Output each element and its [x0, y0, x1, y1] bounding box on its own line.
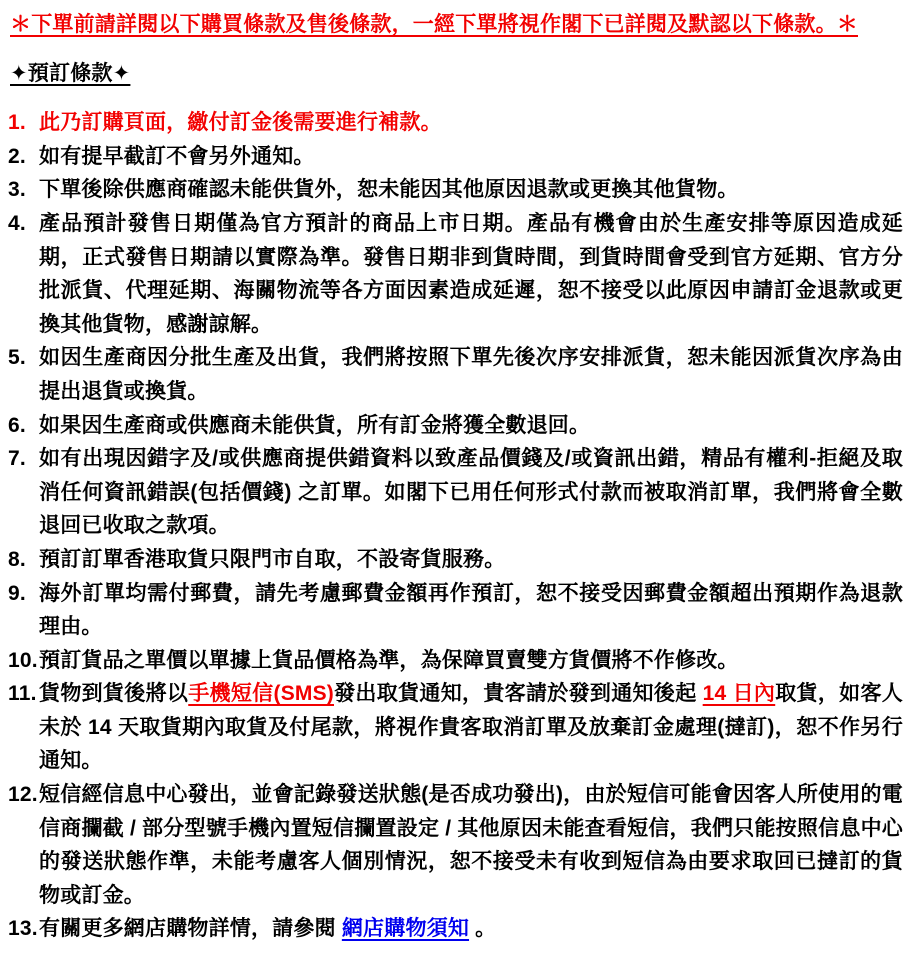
term-text: 預訂訂單香港取貨只限門市自取，不設寄貨服務。 [39, 547, 506, 571]
term-text: 此乃訂購頁面，繳付訂金後需要進行補款。 [39, 111, 442, 135]
shop-guide-link[interactable]: 網店購物須知 [341, 917, 470, 941]
section-title-preorder-terms [10, 57, 903, 91]
pickup-days-highlight: 14 日內 [702, 682, 776, 706]
term-number: 10. [8, 648, 38, 672]
term-item-13 [8, 912, 903, 946]
term-number: 13. [8, 917, 38, 941]
term-item-11 [8, 677, 903, 778]
term-item-9 [8, 577, 903, 644]
sms-highlight: 手機短信(SMS) [188, 682, 334, 706]
terms-list [8, 106, 903, 946]
term-item-7 [8, 442, 903, 543]
term-item-1 [8, 106, 903, 140]
term-item-2 [8, 140, 903, 174]
term-text: 預訂貨品之單價以單據上貨品價格為準，為保障買賣雙方貨價將不作修改。 [39, 648, 739, 672]
term-text: 如因生產商因分批生產及出貨，我們將按照下單先後次序安排派貨，恕未能因派貨次序為由提出退貨或換貨。 [39, 346, 903, 403]
term-number: 8. [8, 547, 26, 571]
term-number: 4. [8, 211, 26, 235]
term-number: 12. [8, 783, 38, 807]
term-text: 如有出現因錯字及/或供應商提供錯資料以致產品價錢及/或資訊出錯，精品有權利-拒絕及取消任何資訊錯誤(包括價錢) 之訂單。如閣下已用任何形式付款而被取消訂單，我們將會全數退回已收取之款項。 [39, 447, 903, 538]
term-item-3 [8, 173, 903, 207]
term-number: 7. [8, 447, 26, 471]
term-text: 如有提早截訂不會另外通知。 [39, 144, 315, 168]
term-item-12 [8, 778, 903, 912]
term-item-4 [8, 207, 903, 341]
term-number: 3. [8, 178, 26, 202]
term-number: 2. [8, 144, 26, 168]
term-number: 5. [8, 346, 26, 370]
term-text: 短信經信息中心發出，並會記錄發送狀態(是否成功發出)，由於短信可能會因客人所使用的電信商攔截 / 部分型號手機內置短信攔置設定 / 其他原因未能查看短信，我們只能按照信息中心的發送狀態作準，未能考慮客人個別情況，恕不接受未有收到短信為由要求取回已撻訂的貨物或訂金。 [39, 783, 903, 907]
term-text-post: 取貨，如客人未於 14 天取貨期內取貨及付尾款，將視作貴客取消訂單及放棄訂金處理(撻訂)，恕不作另行通知。 [39, 682, 904, 773]
section-title-text: ✦預訂條款✦ [10, 61, 131, 85]
term-item-8 [8, 543, 903, 577]
term-number: 9. [8, 581, 26, 605]
term-text: 下單後除供應商確認未能供貨外，恕未能因其他原因退款或更換其他貨物。 [39, 178, 739, 202]
term-text-post: 。 [469, 917, 497, 941]
term-text-pre: 有關更多網店購物詳情，請參閱 [39, 917, 342, 941]
term-text: 如果因生產商或供應商未能供貨，所有訂金將獲全數退回。 [39, 413, 591, 437]
term-number: 6. [8, 413, 26, 437]
term-text-pre: 貨物到貨後將以 [39, 682, 189, 706]
term-text: 海外訂單均需付郵費，請先考慮郵費金額再作預訂，恕不接受因郵費金額超出預期作為退款理由。 [39, 581, 903, 639]
term-number: 1. [8, 111, 26, 135]
term-number: 11. [8, 682, 37, 706]
term-item-10 [8, 644, 903, 678]
term-item-5 [8, 341, 903, 408]
term-text-mid: 發出取貨通知，貴客請於發到通知後起 [334, 682, 703, 706]
pre-order-warning: ＊下單前請詳閱以下購買條款及售後條款，一經下單將視作閣下已詳閱及默認以下條款。＊ [10, 13, 858, 36]
term-text: 產品預計發售日期僅為官方預計的商品上市日期。產品有機會由於生產安排等原因造成延期，正式發售日期請以實際為準。發售日期非到貨時間，到貨時間會受到官方延期、官方分批派貨、代理延期、海關物流等各方面因素造成延遲，恕不接受以此原因申請訂金退款或更換其他貨物，感謝諒解。 [39, 211, 903, 336]
term-item-6 [8, 409, 903, 443]
